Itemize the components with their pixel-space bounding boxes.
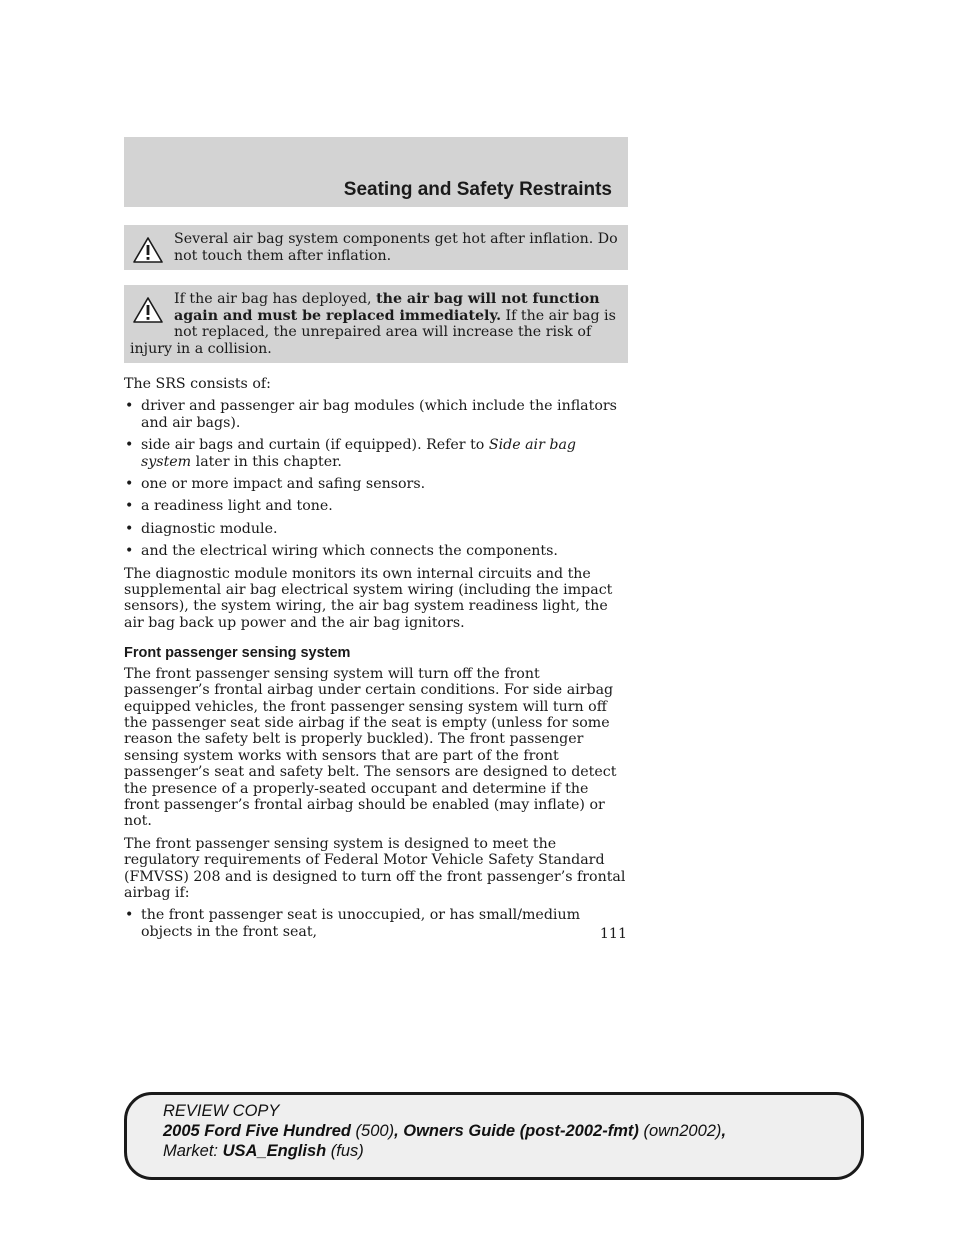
market-code: (fus) (326, 1142, 364, 1160)
list-item-text: diagnostic module. (141, 520, 278, 537)
market-value: USA_English (222, 1142, 327, 1160)
main-content (124, 376, 628, 946)
sensing-paragraph-2: The front passenger sensing system is designed to meet the regulatory requirements of Federal Motor Vehicle Safety Standard (FMVSS) 208 and is designed to turn off the front passenger’s frontal airbag if: (124, 835, 626, 901)
list-item (124, 521, 628, 537)
diagnostic-paragraph: The diagnostic module monitors its own internal circuits and the supplemental air bag electrical system wiring (including the impact sensors), the system wiring, the air bag system readiness light, the air bag back up power and the air bag ignitors. (124, 565, 613, 631)
srs-intro: The SRS consists of: (124, 376, 271, 392)
warning-text-pre: If the air bag has deployed, (174, 291, 377, 307)
warning-triangle-icon (132, 296, 164, 324)
review-copy-box (124, 1092, 864, 1180)
bullet: • (125, 476, 134, 493)
sensing-condition-list (124, 907, 628, 940)
warning-text-bold: the air bag will not function again and must be replaced immediately. (174, 291, 600, 324)
document-id-line (163, 1121, 726, 1141)
list-item (124, 437, 628, 470)
market-line (163, 1141, 726, 1161)
list-item-text: driver and passenger air bag modules (which include the inflators and air bags). (141, 398, 617, 431)
list-item-text: and the electrical wiring which connects the components. (141, 543, 558, 560)
list-item-text: a readiness light and tone. (141, 498, 333, 515)
section-header-band (124, 137, 628, 207)
warning-box-deployed (124, 285, 628, 363)
srs-component-list (124, 398, 628, 559)
subheading: Front passenger sensing system (124, 645, 351, 662)
separator: , (394, 1122, 404, 1140)
guide-code: (own2002) (638, 1122, 722, 1140)
list-item-text: later in this chapter. (191, 453, 342, 470)
list-item (124, 476, 628, 492)
bullet: • (125, 398, 134, 415)
review-copy-label: REVIEW COPY (163, 1102, 280, 1120)
list-item (124, 398, 628, 431)
guide-name: Owners Guide (post-2002-fmt) (403, 1122, 639, 1140)
separator: , (721, 1122, 727, 1140)
list-item (124, 543, 628, 559)
warning-box-hot-components (124, 225, 628, 270)
list-item (124, 907, 628, 940)
bullet: • (125, 437, 134, 454)
page-number: 111 (599, 926, 627, 942)
cross-reference: Side air bag system (141, 437, 577, 470)
sensing-paragraph-1: The front passenger sensing system will turn off the front passenger’s frontal airbag under certain conditions. For side airbag equipped vehicles, the front passenger sensing system will turn off the passenger seat side airbag if the seat is empty (unless for some reason the safety belt is properly buckled). The front passenger sensing system works with sensors that are part of the front passenger’s seat and safety belt. The sensors are designed to detect the presence of a properly-seated occupant and determine if the front passenger’s frontal airbag should be enabled (may inflate) or not. (124, 665, 617, 830)
vehicle-model: 2005 Ford Five Hundred (163, 1122, 351, 1140)
bullet: • (125, 498, 134, 515)
warning-text: Several air bag system components get hot after inflation. Do not touch them after inflation. (174, 231, 618, 264)
list-item (124, 498, 628, 514)
warning-text-post: If the air bag is not replaced, the unrepaired area will increase the risk of injury in a collision. (130, 307, 616, 357)
warning-triangle-icon (132, 236, 164, 264)
bullet: • (125, 543, 134, 560)
list-item-text: the front passenger seat is unoccupied, or has small/medium objects in the front seat, (141, 907, 581, 940)
section-title: Seating and Safety Restraints (343, 179, 612, 200)
list-item-text: one or more impact and safing sensors. (141, 476, 426, 493)
model-code: (500) (350, 1122, 395, 1140)
bullet: • (125, 520, 134, 537)
bullet: • (125, 907, 134, 924)
market-label: Market: (163, 1142, 223, 1160)
list-item-text: side air bags and curtain (if equipped). Refer to (141, 437, 489, 454)
